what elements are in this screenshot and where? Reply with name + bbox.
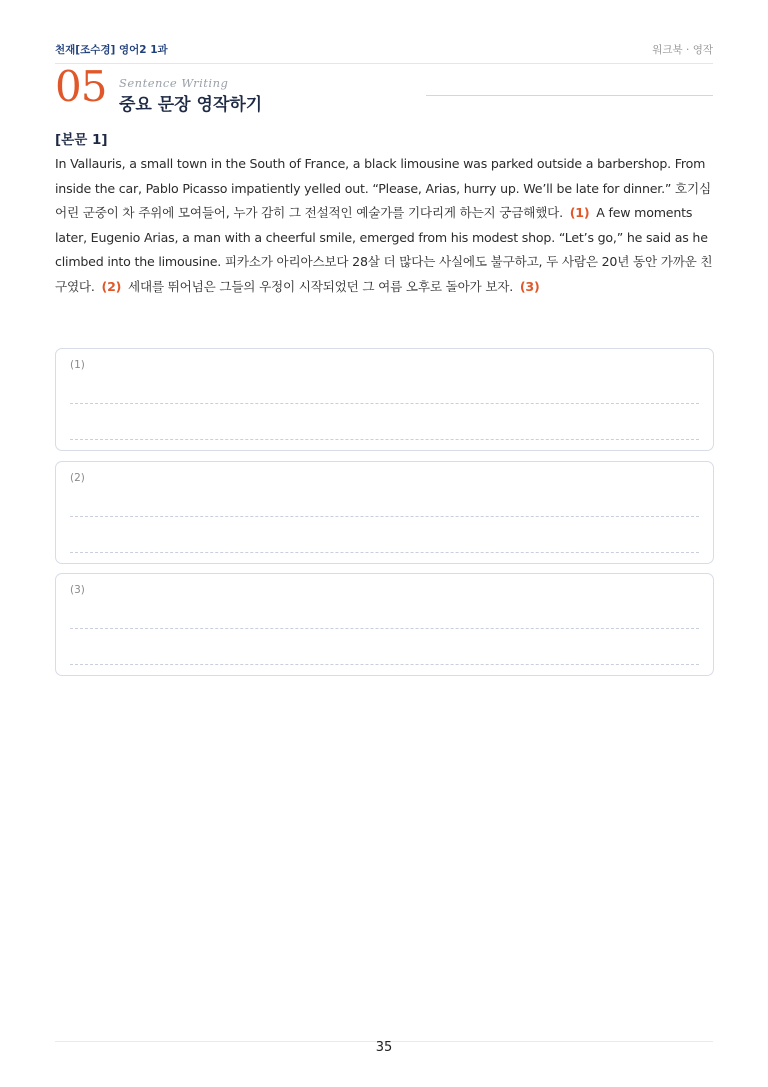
header-divider — [55, 63, 713, 64]
header-section-label: 워크북 · 영작 — [652, 44, 713, 56]
answer-number: (3) — [70, 584, 85, 596]
blank-marker-2: (2) — [101, 278, 122, 294]
answer-line — [70, 439, 699, 440]
answer-box-2[interactable] — [55, 461, 714, 564]
answer-box-1[interactable] — [55, 348, 714, 451]
passage-text — [55, 152, 715, 299]
header-course-title: 천재[조수경] 영어2 1과 — [55, 44, 168, 56]
blank-marker-1: (1) — [569, 205, 590, 220]
answer-line — [70, 403, 699, 404]
page-number: 35 — [375, 1040, 393, 1055]
passage-label: [본문 1] — [55, 132, 108, 148]
answer-number: (2) — [70, 472, 85, 484]
section-divider — [426, 95, 713, 96]
section-number: 05 — [55, 62, 107, 111]
section-title: 중요 문장 영작하기 — [119, 95, 263, 115]
passage-segment-1: In Vallauris, a small town in the South of France, a black limousine was parked outside a barbershop. From inside the car, Pablo Picasso impatiently yelled out. “Please, Arias, hurry up. We’ll be late for dinner.” 호기심 어린 군중이 차 주위에 모여들어, 누가 감히 그 전설적인 예술가를 기다리게 하는지 궁금해했다. — [55, 156, 711, 220]
answer-line — [70, 664, 699, 665]
answer-line — [70, 628, 699, 629]
passage-segment-2: A few moments later, Eugenio Arias, a man with a cheerful smile, emerged from his modest shop. “Let’s go,” he said as he climbed into the limousine. 피카소가 아리아스보다 28살 더 많다는 사실에도 불구하고, 두 사람은 20년 동안 가까운 친구였다. — [55, 205, 713, 294]
answer-box-3[interactable] — [55, 573, 714, 676]
answer-number: (1) — [70, 359, 85, 371]
answer-line — [70, 552, 699, 553]
blank-marker-3: (3) — [519, 278, 540, 294]
passage-segment-3: 세대를 뛰어넘은 그들의 우정이 시작되었던 그 여름 오후로 돌아가 보자. — [128, 278, 514, 294]
section-subtitle: Sentence Writing — [119, 76, 229, 90]
answer-line — [70, 516, 699, 517]
